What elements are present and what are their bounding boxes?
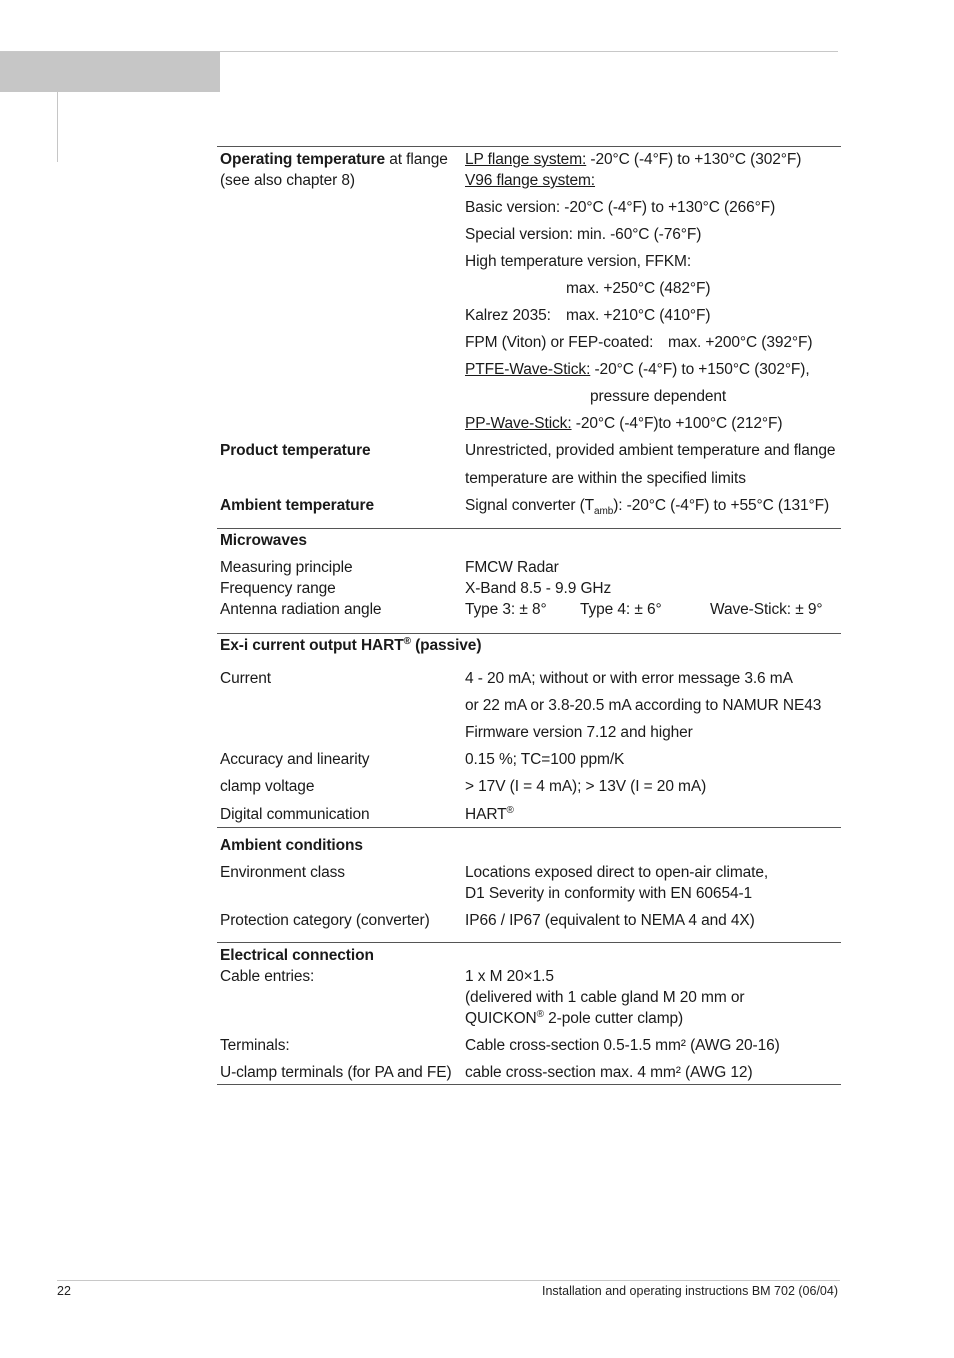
optemp-kalrez-value: max. +210°C (410°F) — [566, 307, 711, 324]
terminals-value: Cable cross-section 0.5-1.5 mm² (AWG 20-16) — [465, 1037, 780, 1054]
angle-wavestick: Wave-Stick: ± 9° — [710, 601, 823, 618]
angle-type4: Type 4: ± 6° — [580, 601, 662, 618]
clamp-label: clamp voltage — [220, 778, 315, 795]
digital-value: HART® — [465, 804, 514, 823]
env-line-1: Locations exposed direct to open-air climate, — [465, 864, 769, 881]
table-top-rule — [217, 146, 841, 147]
current-line-1: 4 - 20 mA; without or with error message 3.6 mA — [465, 670, 793, 687]
optemp-high: High temperature version, FFKM: — [465, 253, 692, 270]
ambient-temp-label: Ambient temperature — [220, 497, 374, 514]
cable-line-2: (delivered with 1 cable gland M 20 mm or — [465, 989, 745, 1006]
clamp-value: > 17V (I = 4 mA); > 13V (I = 20 mA) — [465, 778, 707, 795]
optemp-special: Special version: min. -60°C (-76°F) — [465, 226, 702, 243]
table-bottom-rule — [217, 1084, 841, 1085]
footer-rule — [57, 1280, 840, 1281]
digital-label: Digital communication — [220, 806, 370, 823]
hart-title: Ex-i current output HART® (passive) — [220, 635, 482, 654]
section-rule — [217, 528, 841, 529]
product-temp-line-2: temperature are within the specified limits — [465, 470, 746, 487]
cable-line-1: 1 x M 20×1.5 — [465, 968, 554, 985]
optemp-high-value: max. +250°C (482°F) — [566, 280, 711, 297]
microwaves-title: Microwaves — [220, 532, 307, 549]
current-line-3: Firmware version 7.12 and higher — [465, 724, 693, 741]
section-rule — [217, 827, 841, 828]
product-temp-label: Product temperature — [220, 442, 371, 459]
angle-label: Antenna radiation angle — [220, 601, 382, 618]
optemp-pp: PP-Wave-Stick: -20°C (-4°F)to +100°C (212°F) — [465, 415, 783, 432]
cable-label: Cable entries: — [220, 968, 315, 985]
terminals-label: Terminals: — [220, 1037, 290, 1054]
uclamp-label: U-clamp terminals (for PA and FE) — [220, 1064, 452, 1081]
document-title: Installation and operating instructions BM 702 (06/04) — [541, 1284, 838, 1298]
env-line-2: D1 Severity in conformity with EN 60654-1 — [465, 885, 753, 902]
page-number: 22 — [57, 1284, 71, 1298]
frequency-label: Frequency range — [220, 580, 336, 597]
accuracy-label: Accuracy and linearity — [220, 751, 370, 768]
accuracy-value: 0.15 %; TC=100 ppm/K — [465, 751, 625, 768]
section-rule — [217, 942, 841, 943]
angle-type3: Type 3: ± 8° — [465, 601, 547, 618]
optemp-ptfe-note: pressure dependent — [590, 388, 727, 405]
optemp-kalrez: Kalrez 2035: — [465, 307, 551, 324]
uclamp-value: cable cross-section max. 4 mm² (AWG 12) — [465, 1064, 753, 1081]
optemp-fpm-value: max. +200°C (392°F) — [668, 334, 813, 351]
optemp-fpm: FPM (Viton) or FEP-coated: — [465, 334, 654, 351]
optemp-basic: Basic version: -20°C (-4°F) to +130°C (266°F) — [465, 199, 776, 216]
principle-value: FMCW Radar — [465, 559, 559, 576]
env-label: Environment class — [220, 864, 345, 881]
product-temp-line-1: Unrestricted, provided ambient temperature and flange — [465, 442, 836, 459]
principle-label: Measuring principle — [220, 559, 353, 576]
optemp-ptfe: PTFE-Wave-Stick: -20°C (-4°F) to +150°C (302°F), — [465, 361, 810, 378]
protection-label: Protection category (converter) — [220, 912, 430, 929]
frequency-value: X-Band 8.5 - 9.9 GHz — [465, 580, 612, 597]
section-rule — [217, 633, 841, 634]
electrical-title: Electrical connection — [220, 947, 374, 964]
header-tab-block — [0, 52, 220, 92]
optemp-v96: V96 flange system: — [465, 172, 596, 189]
optemp-label: Operating temperature at flange — [220, 151, 448, 168]
ambient-cond-title: Ambient conditions — [220, 837, 363, 854]
cable-line-3: QUICKON® 2-pole cutter clamp) — [465, 1008, 684, 1027]
optemp-label-2: (see also chapter 8) — [220, 172, 355, 189]
margin-rule — [57, 92, 58, 162]
protection-value: IP66 / IP67 (equivalent to NEMA 4 and 4X) — [465, 912, 755, 929]
current-line-2: or 22 mA or 3.8-20.5 mA according to NAMUR NE43 — [465, 697, 822, 714]
ambient-temp-value: Signal converter $(T_{amb})$: -20°C (-4°F) to +55°C (131°F) — [465, 497, 830, 518]
current-label: Current — [220, 670, 271, 687]
optemp-lp: LP flange system: -20°C (-4°F) to +130°C (302°F) — [465, 151, 802, 168]
